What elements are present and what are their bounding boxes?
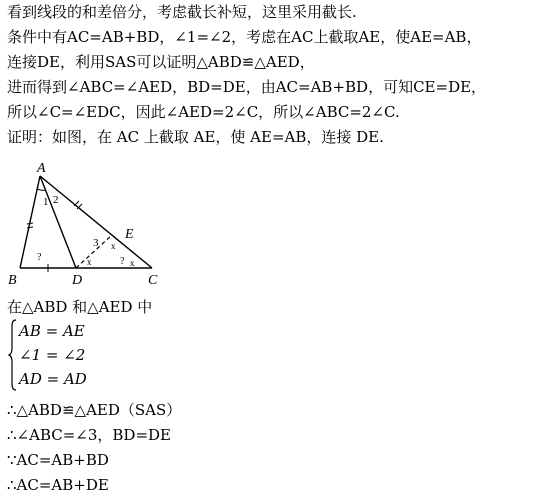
question-mark-b: ? <box>37 252 42 263</box>
vertex-label-d: D <box>72 273 83 288</box>
equation-system <box>8 318 128 392</box>
system-row-1: AB = AE <box>19 322 85 340</box>
proof-intro: 在△ABD 和△AED 中 <box>7 298 153 316</box>
angle-label-1: 1 <box>43 196 49 208</box>
cross-mark-e: x <box>111 241 116 251</box>
conclusion-2: ∴∠ABC=∠3，BD=DE <box>7 426 171 444</box>
system-row-2: ∠1 = ∠2 <box>19 346 86 364</box>
text-line-6: 证明：如图，在 AC 上截取 AE，使 AE=AB，连接 DE. <box>7 128 384 146</box>
text-line-5: 所以∠C=∠EDC，因此∠AED=2∠C，所以∠ABC=2∠C. <box>7 103 400 121</box>
conclusion-4: ∴AC=AB+DE <box>7 476 109 494</box>
vertex-label-e: E <box>125 227 134 242</box>
angle-label-2: 2 <box>53 194 59 206</box>
text-line-3: 连接DE，利用SAS可以证明△ABD≌△AED， <box>7 53 315 71</box>
tick-ab-1 <box>27 223 33 224</box>
angle-label-3: 3 <box>93 237 99 249</box>
text-line-1: 看到线段的和差倍分，考虑截长补短，这里采用截长. <box>7 3 357 21</box>
segment-ac <box>40 176 152 268</box>
vertex-label-a: A <box>37 161 46 176</box>
tick-ab-2 <box>27 227 33 228</box>
conclusion-3: ∵AC=AB+BD <box>7 451 109 469</box>
conclusion-1: ∴△ABD≌△AED（SAS） <box>7 401 182 419</box>
vertex-label-b: B <box>8 273 17 288</box>
vertex-label-c: C <box>148 273 158 288</box>
text-line-4: 进而得到∠ABC=∠AED，BD=DE，由AC=AB+BD，可知CE=DE， <box>7 78 487 96</box>
text-line-2: 条件中有AC=AB+BD，∠1=∠2，考虑在AC上截取AE，使AE=AB， <box>7 28 482 46</box>
cross-mark-d: x <box>87 257 92 267</box>
question-mark-c: ? <box>120 256 125 267</box>
system-row-3: AD = AD <box>19 370 87 388</box>
cross-mark-c: x <box>130 258 135 268</box>
left-brace <box>8 318 18 392</box>
triangle-figure <box>0 158 170 293</box>
